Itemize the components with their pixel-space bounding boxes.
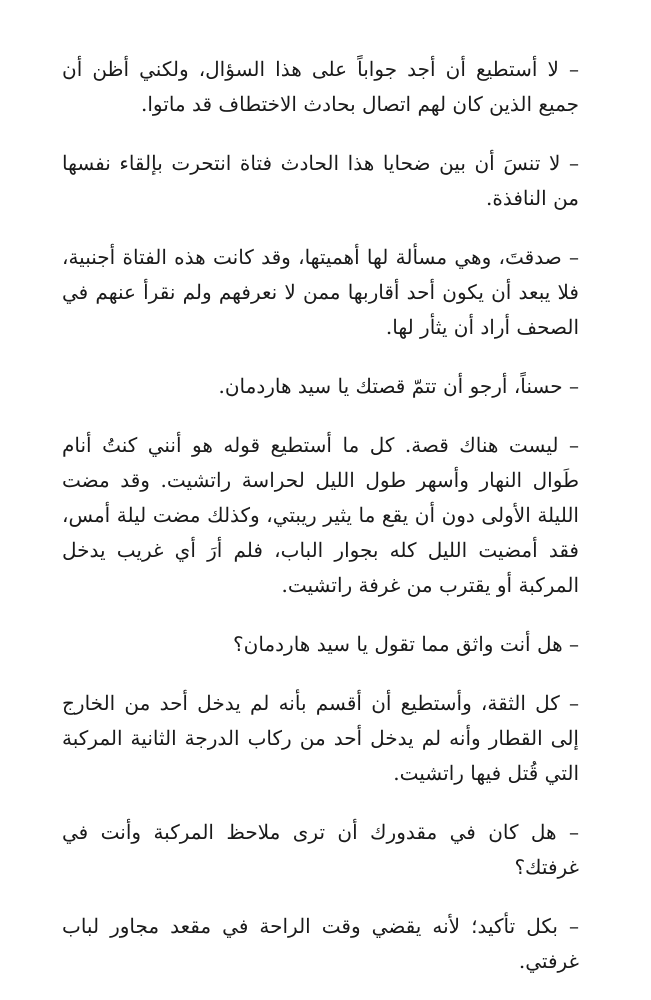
dialogue-paragraph-9: – بكل تأكيد؛ لأنه يقضي وقت الراحة في مقعد مجاور لباب غرفتي.: [62, 914, 579, 973]
dialogue-paragraph-4: – حسناً، أرجو أن تتمّ قصتك يا سيد هاردمان.: [218, 374, 579, 398]
dialogue-paragraph-6: – هل أنت واثق مما تقول يا سيد هاردمان؟: [233, 632, 579, 656]
page-body-text: [62, 52, 579, 979]
dialogue-paragraph-3: – صدقتَ، وهي مسألة لها أهميتها، وقد كانت هذه الفتاة أجنبية، فلا يبعد أن يكون أحد أقاربها ممن لا نعرفهم ولم نقرأ عنهم في الصحف أراد أن يثأر لها.: [62, 245, 579, 339]
dialogue-paragraph-7: – كل الثقة، وأستطيع أن أقسم بأنه لم يدخل أحد من الخارج إلى القطار وأنه لم يدخل أحد من ركاب الدرجة الثانية المركبة التي قُتل فيها راتشيت.: [62, 691, 579, 785]
dialogue-paragraph-5: – ليست هناك قصة. كل ما أستطيع قوله هو أنني كنتُ أنام طَوال النهار وأسهر طول الليل لحراسة راتشيت. وقد مضت الليلة الأولى دون أن يقع ما يثير ريبتي، وكذلك مضت ليلة أمس، فقد أمضيت الليل كله بجوار الباب، فلم أرَ أي غريب يدخل المركبة أو يقترب من غرفة راتشيت.: [62, 433, 579, 597]
dialogue-paragraph-2: – لا تنسَ أن بين ضحايا هذا الحادث فتاة انتحرت بإلقاء نفسها من النافذة.: [62, 151, 579, 210]
dialogue-paragraph-1: – لا أستطيع أن أجد جواباً على هذا السؤال، ولكني أظن أن جميع الذين كان لهم اتصال بحادث الاختطاف قد ماتوا.: [62, 57, 579, 116]
dialogue-paragraph-8: – هل كان في مقدورك أن ترى ملاحظ المركبة وأنت في غرفتك؟: [62, 820, 579, 879]
